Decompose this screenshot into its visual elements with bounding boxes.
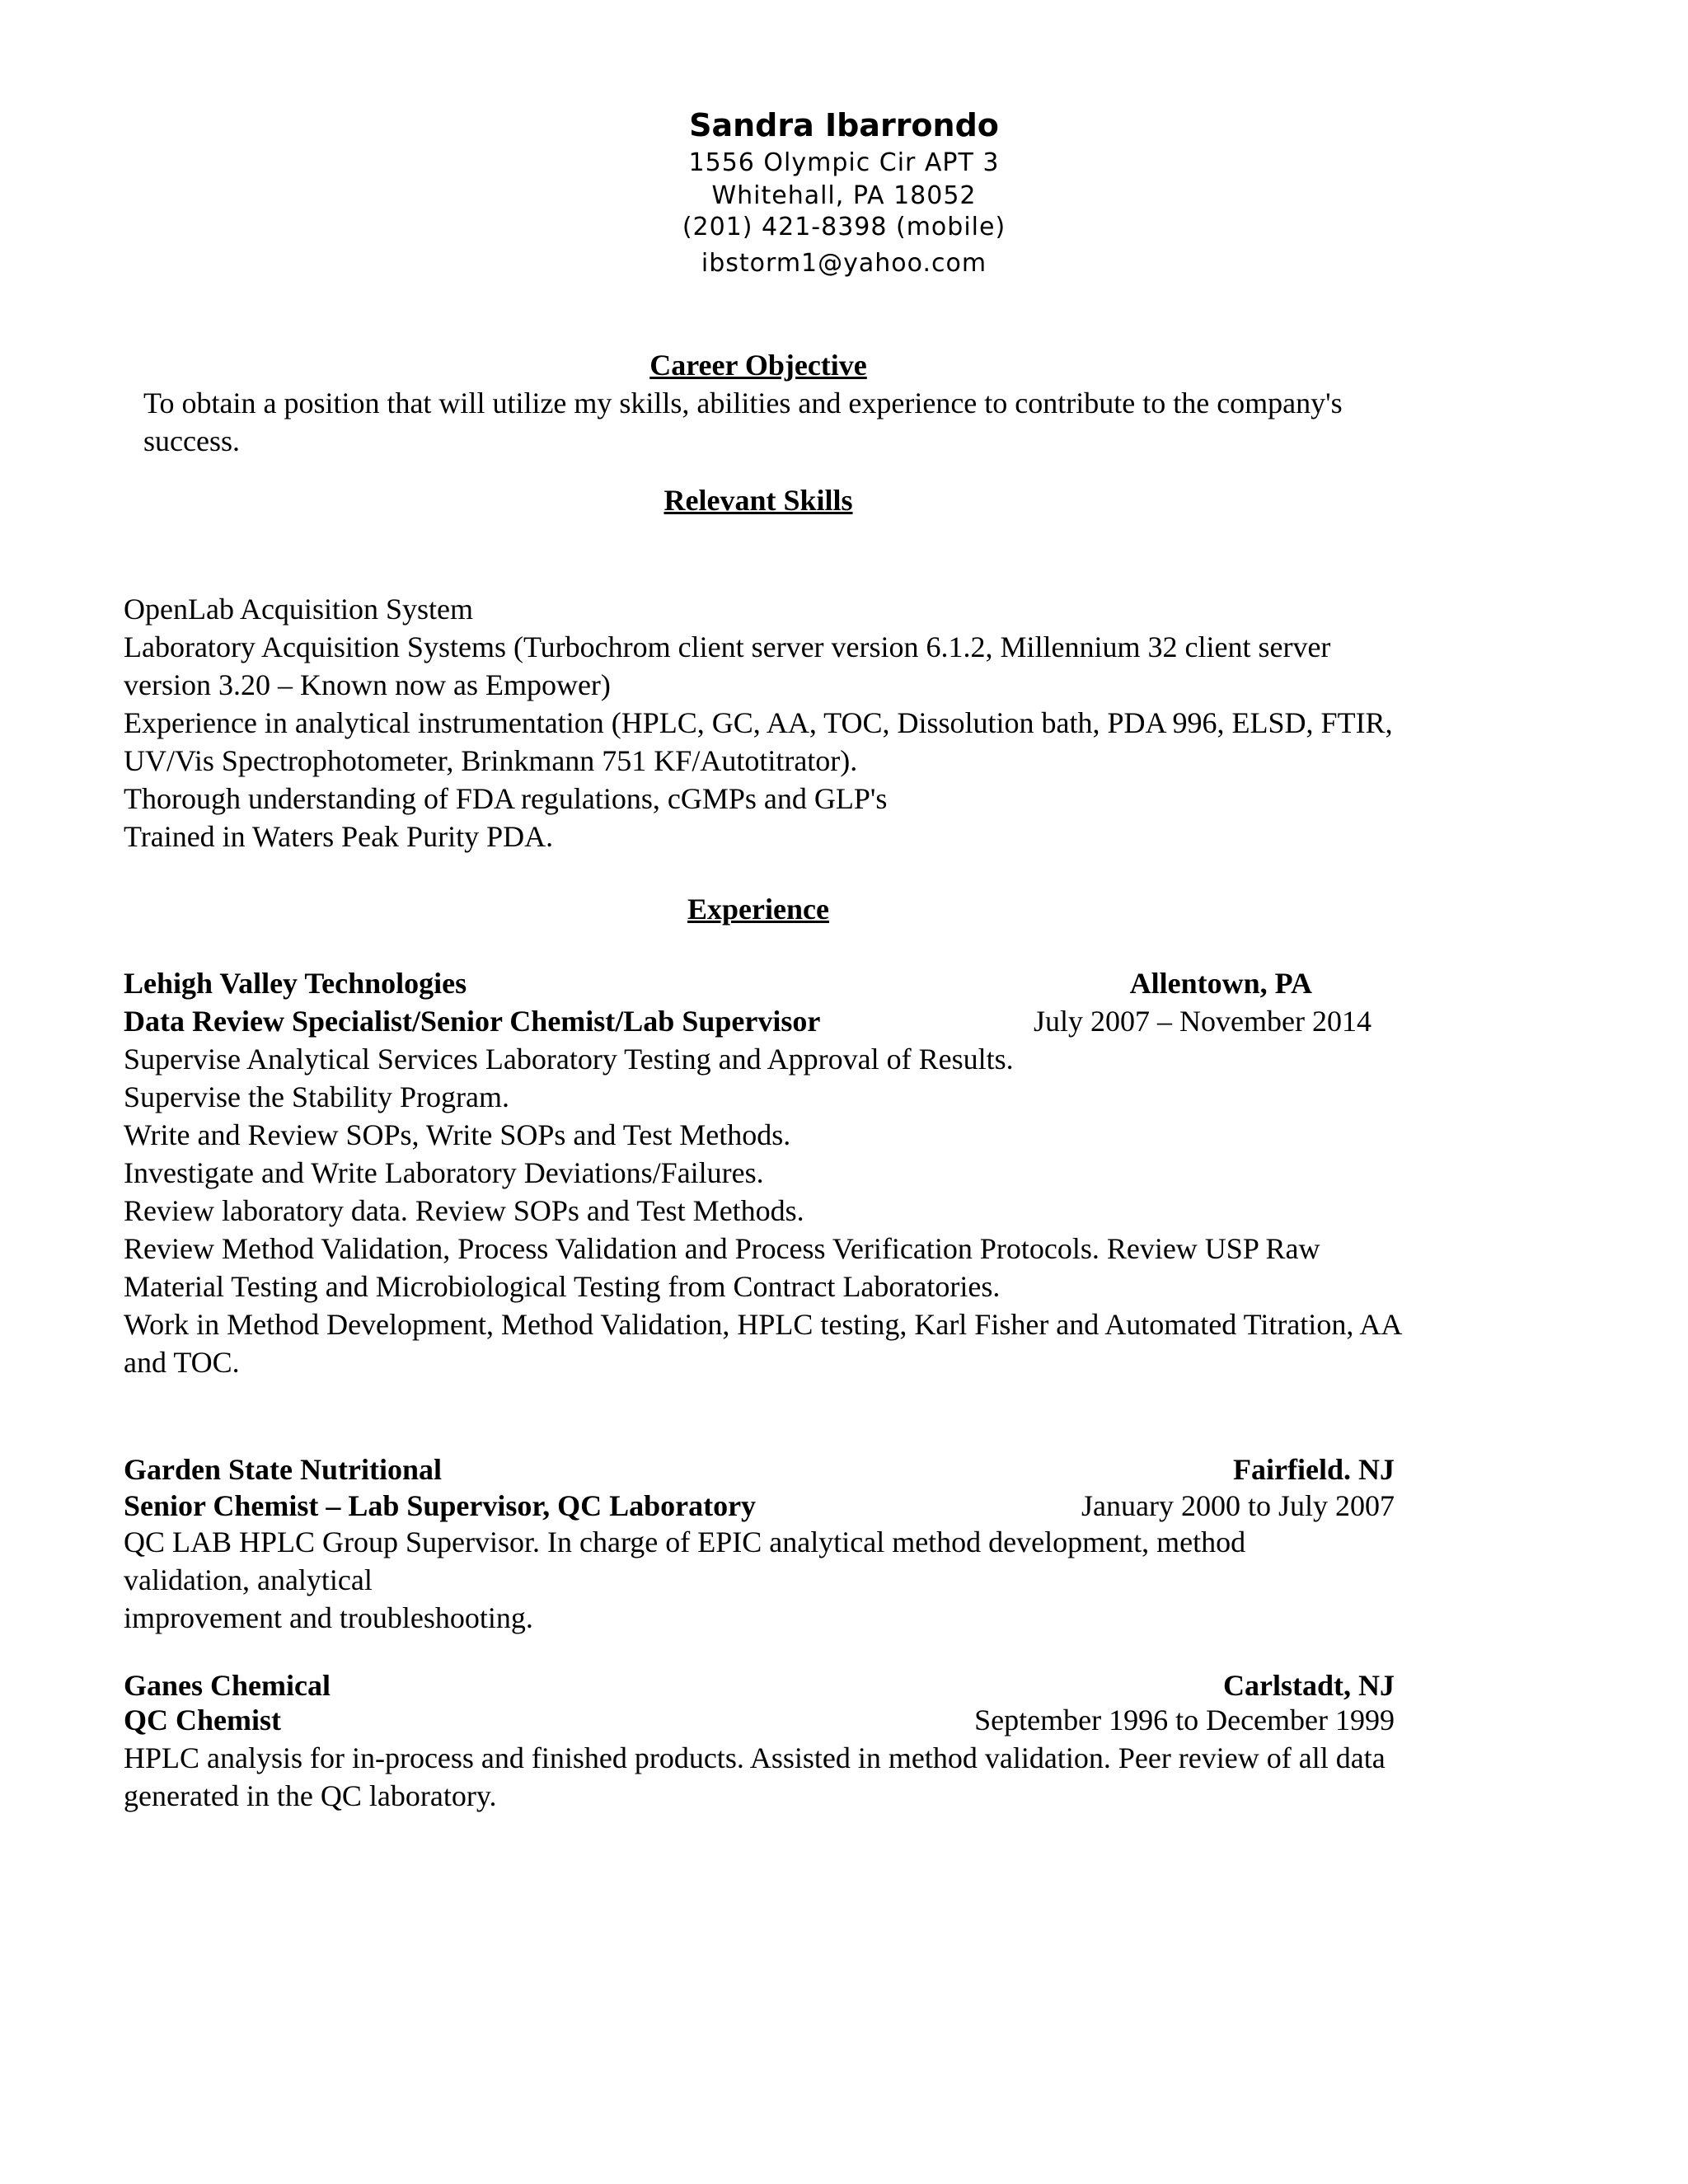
career-objective-text: To obtain a position that will utilize my skills, abilities and experience to contribute to the company's success. — [143, 387, 1343, 457]
job-title: Data Review Specialist/Senior Chemist/Lab Supervisor — [124, 1005, 821, 1038]
email-address: ibstorm1@yahoo.com — [701, 249, 987, 278]
job-title: QC Chemist — [124, 1704, 281, 1736]
job-location: Carlstadt, NJ — [1223, 1669, 1395, 1702]
job-title: Senior Chemist – Lab Supervisor, QC Laboratory — [124, 1489, 757, 1522]
job-duty: improvement and troubleshooting. — [124, 1601, 533, 1634]
job-company: Garden State Nutritional — [124, 1453, 442, 1486]
skill-item: Laboratory Acquisition Systems (Turbochrom client server version 6.1.2, Millennium 32 client server version 3.20 – Known now as Empower) — [124, 630, 1331, 701]
job-duty: Review laboratory data. Review SOPs and Test Methods. — [124, 1194, 804, 1227]
job-dates: January 2000 to July 2007 — [1081, 1489, 1395, 1522]
job-company: Ganes Chemical — [124, 1669, 331, 1702]
address-line-2: Whitehall, PA 18052 — [711, 181, 977, 210]
career-objective-heading: Career Objective — [649, 349, 867, 382]
relevant-skills-heading: Relevant Skills — [663, 484, 853, 517]
job-duty: HPLC analysis for in-process and finished products. Assisted in method validation. Peer review of all data generated in the QC laboratory. — [124, 1741, 1386, 1812]
job-dates: July 2007 – November 2014 — [1034, 1005, 1372, 1038]
skill-item: Thorough understanding of FDA regulations, cGMPs and GLP's — [124, 782, 888, 815]
job-dates: September 1996 to December 1999 — [974, 1704, 1395, 1736]
job-duty: Review Method Validation, Process Validation and Process Verification Protocols. Review USP Raw Material Testing and Microbiological Testing from Contract Laboratories. — [124, 1232, 1320, 1303]
job-location: Allentown, PA — [1129, 967, 1312, 1000]
candidate-name: Sandra Ibarrondo — [689, 107, 999, 143]
skill-item: Experience in analytical instrumentation (HPLC, GC, AA, TOC, Dissolution bath, PDA 996, ELSD, FTIR, UV/Vis Spectrophotometer, Brinkmann 751 KF/Autotitrator). — [124, 706, 1393, 777]
address-line-1: 1556 Olympic Cir APT 3 — [688, 148, 1000, 177]
phone-number: (201) 421-8398 (mobile) — [682, 213, 1006, 241]
job-duty: Write and Review SOPs, Write SOPs and Test Methods. — [124, 1118, 791, 1151]
job-company: Lehigh Valley Technologies — [124, 967, 467, 1000]
job-duty: Supervise Analytical Services Laboratory Testing and Approval of Results. — [124, 1043, 1014, 1076]
experience-heading: Experience — [687, 893, 829, 926]
job-duty: Investigate and Write Laboratory Deviations/Failures. — [124, 1156, 764, 1189]
skill-item: OpenLab Acquisition System — [124, 593, 473, 626]
job-duty: Supervise the Stability Program. — [124, 1080, 509, 1113]
job-duty: QC LAB HPLC Group Supervisor. In charge of EPIC analytical method development, method validation, analytical — [124, 1526, 1246, 1596]
job-duty: Work in Method Development, Method Validation, HPLC testing, Karl Fisher and Automated Titration, AA and TOC. — [124, 1308, 1401, 1379]
job-location: Fairfield. NJ — [1233, 1453, 1395, 1486]
skill-item: Trained in Waters Peak Purity PDA. — [124, 820, 554, 853]
